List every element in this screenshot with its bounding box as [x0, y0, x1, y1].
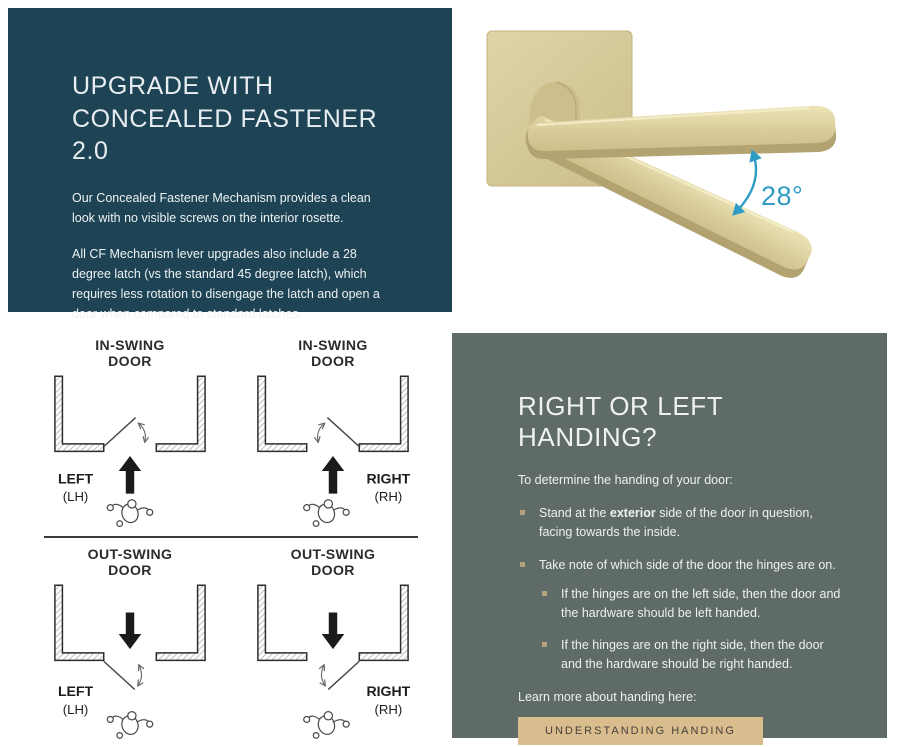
angle-arc-icon: [735, 153, 756, 213]
diagram-separator: [44, 536, 418, 538]
door-line: [328, 661, 359, 689]
lever-figure: [452, 0, 905, 326]
person-icon: [107, 712, 152, 739]
bullet-text-bold: exterior: [609, 505, 656, 520]
diagram-title: IN-SWING: [94, 336, 165, 353]
diagram-inswing-left: [36, 334, 224, 533]
door-lever-photo: [452, 0, 905, 326]
hand-abbr: (RH): [374, 701, 402, 717]
diagram-outswing-right: [239, 543, 427, 742]
wall-left: [257, 376, 306, 451]
bullet-text: If the hinges are on the left side, then the door and the hardware should be left handed.: [561, 586, 841, 621]
hand-label: LEFT: [57, 683, 93, 700]
bullet-text-post: side of the door in question, facing towards the inside.: [539, 505, 813, 540]
bullet-text-pre: Stand at the: [539, 505, 610, 520]
handing-diagrams: [28, 334, 434, 742]
bullet-square-icon: [542, 642, 547, 647]
bullet-item-stand-exterior: [518, 504, 841, 543]
handing-intro: To determine the handing of your door:: [518, 473, 733, 487]
wall-right: [156, 376, 205, 451]
understanding-handing-button[interactable]: UNDERSTANDING HANDING: [518, 717, 763, 745]
bullet-text: Take note of which side of the door the hinges are on.: [539, 557, 836, 572]
swing-arrow-icon: [138, 666, 141, 685]
angle-label: 28°: [761, 181, 804, 211]
diagram-title: DOOR: [107, 561, 152, 578]
down-arrow-icon: [118, 612, 141, 649]
sub-bullet-left-hinges: [540, 585, 841, 624]
hand-abbr: (RH): [374, 489, 402, 505]
hand-label: LEFT: [57, 470, 93, 487]
learn-more-text: Learn more about handing here:: [518, 690, 697, 705]
wall-right: [359, 376, 408, 451]
door-line: [103, 661, 134, 689]
upgrade-paragraph-1: Our Concealed Fastener Mechanism provides a clean look with no visible screws on the interior rosette.: [72, 190, 371, 225]
wall-left: [257, 585, 306, 660]
upgrade-paragraph-2: All CF Mechanism lever upgrades also include a 28 degree latch (vs the standard 45 degree latch), which requires less rotation to disengage the latch and open a door when compared to standard latches.: [72, 246, 380, 321]
bullet-item-hinge-side: [518, 556, 841, 575]
diagram-outswing-left: [36, 543, 224, 742]
swing-arrow-icon: [321, 666, 324, 685]
handing-panel: [452, 333, 887, 738]
hand-label: RIGHT: [365, 683, 410, 700]
door-line: [327, 418, 359, 447]
handing-heading: RIGHT OR LEFT HANDING?: [518, 391, 723, 452]
hand-abbr: (LH): [62, 701, 88, 717]
up-arrow-icon: [321, 456, 344, 494]
bullet-text: If the hinges are on the right side, then the door and the hardware should be right handed.: [561, 637, 824, 671]
person-icon: [107, 500, 152, 527]
wall-right: [156, 585, 205, 660]
hand-label: RIGHT: [365, 470, 410, 487]
diagram-title: IN-SWING: [297, 336, 368, 353]
swing-arrow-icon: [317, 424, 323, 441]
bullet-square-icon: [520, 510, 525, 515]
up-arrow-icon: [118, 456, 141, 494]
bullet-square-icon: [520, 562, 525, 567]
hand-abbr: (LH): [62, 489, 88, 505]
diagram-title: DOOR: [310, 561, 355, 578]
wall-left: [54, 585, 103, 660]
swing-arrow-icon: [139, 424, 145, 441]
bullet-square-icon: [542, 591, 547, 596]
upgrade-panel: [8, 8, 452, 321]
diagram-title: DOOR: [107, 352, 152, 369]
upgrade-heading: UPGRADE WITH CONCEALED FASTENER 2.0: [72, 72, 378, 165]
wall-right: [359, 585, 408, 660]
down-arrow-icon: [321, 612, 344, 649]
door-line: [103, 418, 135, 447]
diagram-title: OUT-SWING: [87, 545, 172, 562]
person-icon: [303, 500, 348, 527]
diagram-inswing-right: [239, 334, 427, 533]
diagram-title: OUT-SWING: [290, 545, 375, 562]
sub-bullet-right-hinges: [540, 636, 841, 675]
wall-left: [54, 376, 103, 451]
diagram-title: DOOR: [310, 352, 355, 369]
person-icon: [303, 712, 348, 739]
bullet-text: [539, 504, 841, 543]
